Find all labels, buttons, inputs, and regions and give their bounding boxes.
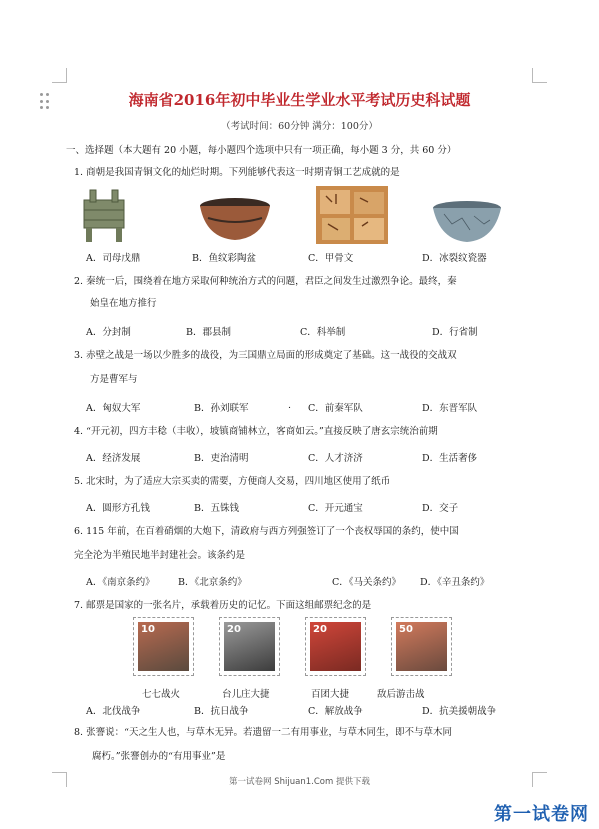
stamp-1 [133,617,194,676]
question-2: 2. 秦统一后，围绕着在地方采取何种统治方式的问题，君臣之间发生过激烈争论。最终，秦 [74,276,457,287]
option-b[interactable]: B．鱼纹彩陶盆 [192,253,256,264]
stamp-caption: 台儿庄大捷 [222,689,270,700]
option-a[interactable]: A．司母戊鼎 [86,253,141,264]
stamp-caption: 敌后游击战 [377,689,425,700]
option-d[interactable]: D．交子 [422,503,459,514]
bronze-ding-image [80,186,128,244]
option-d[interactable]: D．行省制 [432,327,478,338]
option-b[interactable]: B．吏治清明 [194,453,249,464]
option-b[interactable]: B．《北京条约》 [178,577,247,588]
option-a[interactable]: A．圆形方孔钱 [86,503,150,514]
stamp-value: 50 [399,624,413,635]
stamp-4 [391,617,452,676]
brand-logo[interactable]: 第一试卷网 [494,804,589,825]
pottery-basin-image [198,196,272,254]
page-title: 海南省2016年初中毕业生学业水平考试历史科试题 [128,91,471,109]
option-c[interactable]: C．解放战争 [308,706,363,717]
option-a[interactable]: A．分封制 [86,327,131,338]
option-b[interactable]: B．抗日战争 [194,706,249,717]
option-c[interactable]: C．前秦军队 [308,403,363,414]
page-corner-mark [52,68,67,83]
option-d[interactable]: D．《辛丑条约》 [420,577,490,588]
option-b[interactable]: B．孙刘联军 [194,403,249,414]
option-a[interactable]: A．匈奴大军 [86,403,141,414]
option-a[interactable]: A．北伐战争 [86,706,141,717]
question-4: 4. “开元初，四方丰稔（丰收），坡镇商铺林立，客商如云。”直接反映了唐玄宗统治前期 [74,426,438,437]
option-d[interactable]: D．冰裂纹瓷器 [422,253,487,264]
question-7: 7. 邮票是国家的一张名片，承载着历史的记忆。下面这组邮票纪念的是 [74,600,372,611]
question-3-cont: 方是曹军与 [90,374,138,385]
option-b[interactable]: B．郡县制 [186,327,231,338]
option-d[interactable]: D．生活奢侈 [422,453,478,464]
option-b[interactable]: B．五铢钱 [194,503,239,514]
exam-info: （考试时间：60分钟 满分：100分） [221,121,378,132]
stamp-3 [305,617,366,676]
question-8: 8. 张謇说：“天之生人也，与草木无异。若遗留一二有用事业，与草木同生，即不与草木同 [74,727,452,738]
question-6-cont: 完全沦为半殖民地半封建社会。该条约是 [74,550,246,561]
stamp-value: 20 [313,624,327,635]
option-c[interactable]: C．开元通宝 [308,503,363,514]
stray-mark: . [288,400,292,411]
question-8-cont: 腐朽。”张謇创办的“有用事业”是 [92,751,226,762]
section-heading: 一、选择题（本大题有 20 小题，每小题四个选项中只有一项正确，每小题 3 分，共 60 分） [66,145,457,156]
option-a[interactable]: A．经济发展 [86,453,141,464]
stamp-caption: 七七战火 [142,689,181,700]
stamp-2 [219,617,280,676]
option-c[interactable]: C．科举制 [300,327,346,338]
option-c[interactable]: C．甲骨文 [308,253,354,264]
question-3: 3. 赤壁之战是一场以少胜多的战役，为三国鼎立局面的形成奠定了基础。这一战役的交战双 [74,350,457,361]
stamp-caption: 百团大捷 [311,689,350,700]
question-1: 1. 商朝是我国青铜文化的灿烂时期。下列能够代表这一时期青铜工艺成就的是 [74,167,400,178]
option-c[interactable]: C．《马关条约》 [332,577,402,588]
stamp-value: 20 [227,624,241,635]
page-footer: 第一试卷网 Shijuan1.Com 提供下载 [229,777,370,787]
question-2-cont: 始皇在地方推行 [90,298,157,309]
option-d[interactable]: D．抗美援朝战争 [422,706,497,717]
stamp-value: 10 [141,624,155,635]
option-a[interactable]: A．《南京条约》 [86,577,155,588]
option-c[interactable]: C．人才济济 [308,453,363,464]
question-6: 6. 115 年前，在百着硝烟的大炮下，清政府与西方列强签订了一个丧权辱国的条约，使中国 [74,526,459,537]
question-5: 5. 北宋时，为了适应大宗买卖的需要，方便商人交易，四川地区使用了纸币 [74,476,391,487]
option-d[interactable]: D．东晋军队 [422,403,478,414]
oracle-bone-image [316,186,388,244]
page-corner-mark [532,68,547,83]
